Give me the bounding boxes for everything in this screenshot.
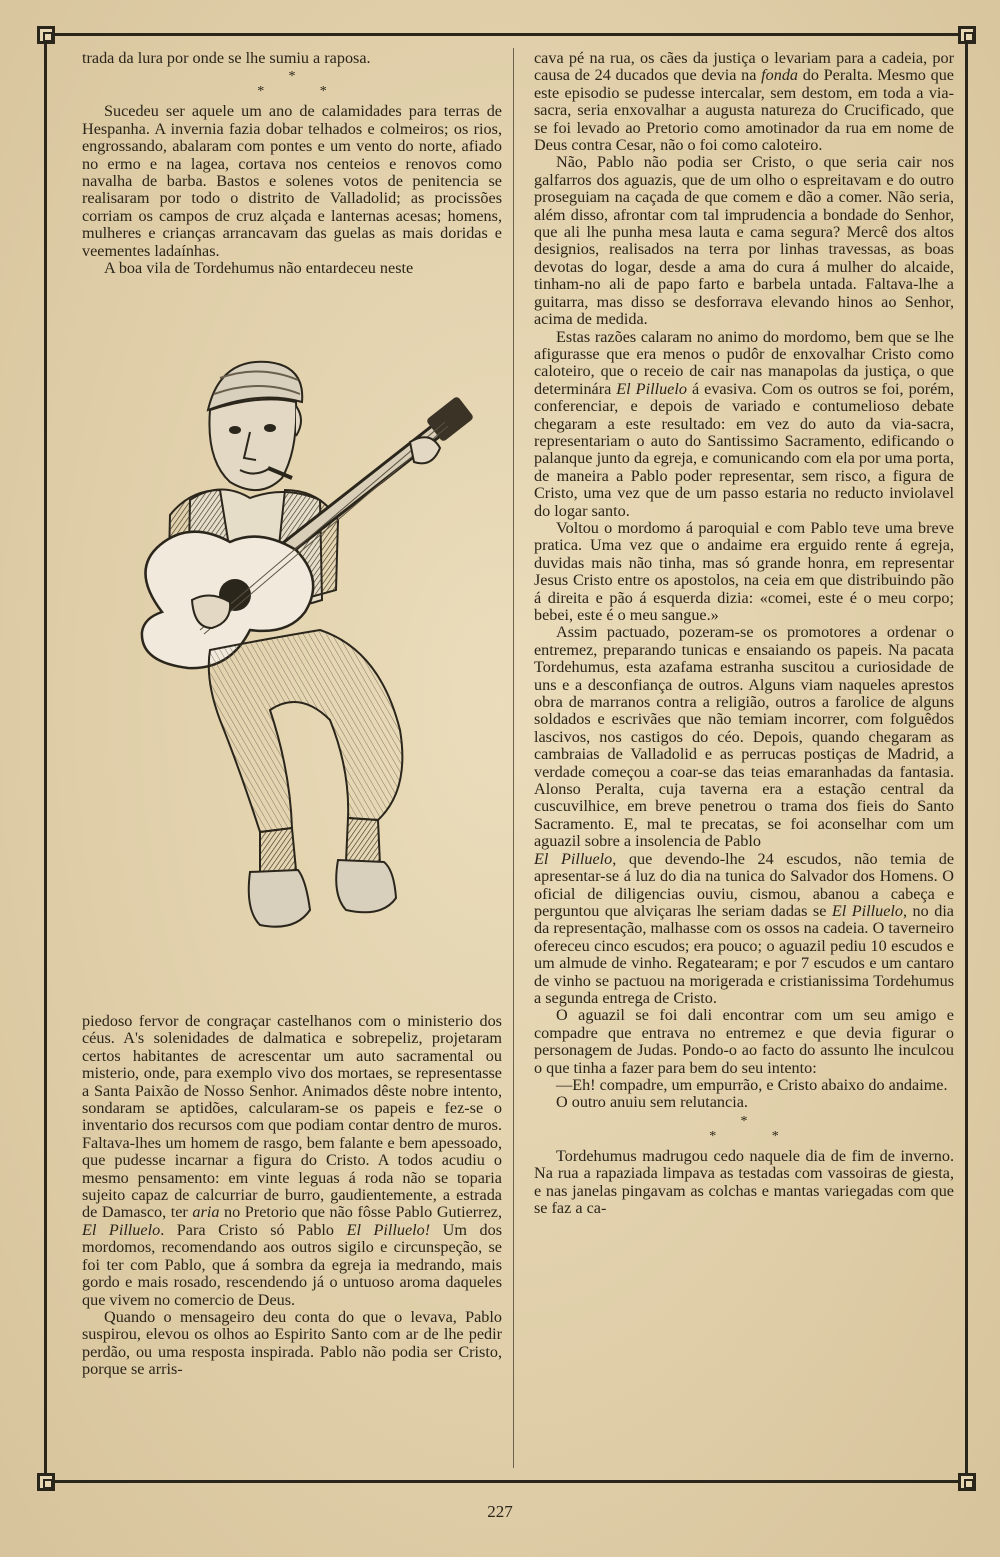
frame-top-rule: [44, 33, 968, 36]
paragraph-fragment: cava pé na rua, os cães da justiça o levariam para a cadeia, por causa de 24 ducados que devia na: [534, 49, 954, 85]
paragraph: A boa vila de Tordehumus não entardeceu neste: [104, 259, 414, 278]
column-divider: [513, 48, 514, 1468]
corner-ornament-bottom-left: [37, 1473, 55, 1491]
paragraph: Quando o mensageiro deu conta do que o levava, Pablo suspirou, elevou os olhos ao Espirito Santo com ar de lhe pedir perdão, ou uma resposta inspirada. Pablo não podia ser Cristo, porque se arris-: [82, 1307, 502, 1379]
paragraph: [534, 329, 954, 520]
paragraph: Sucedeu ser aquele um ano de calamidades para terras de Hespanha. A invernia fazia dobar telhados e colmeiros; os rios, engrossando, abalaram com pontes e um vento do norte, afiado no ermo e na lagea, cortava nos centeios e renovos como navalha de barba. Bastos e solenes votos de penitencia se realisaram por todo o distrito de Valladolid; as procissões corriam os campos de cruz alçada e lanternas acesas; homens, mulheres e crianças arrancavam das guelas as mais doridas e veementes ladaínhas.: [82, 102, 502, 260]
paragraph-fragment: no Pretorio que não fôsse Pablo Gutierrez,: [219, 1203, 502, 1222]
right-column-text: [534, 50, 954, 1217]
asterism-separator: [534, 1114, 954, 1144]
paragraph: [534, 851, 954, 1008]
italic-term: El Pilluelo: [616, 379, 687, 398]
italic-term: El Pilluelo: [831, 901, 904, 920]
paragraph: Voltou o mordomo á paroquial e com Pablo teve uma breve pratica. Uma vez que o andaime era erguido rente á egreja, duvidas mais não tinha, mas só grande honra, em representar Jesus Cristo entre os apostolos, na ceia em que distribuindo pão á direita e pão á esquerda dizia: «comei, este é o meu corpo; bebei, este é o meu sangue.»: [534, 518, 954, 624]
paragraph-fragment: piedoso fervor de congraçar castelhanos com o ministerio dos céus. A's solenidades de dalmatica e sobrepeliz, projetaram certos habitantes de acrescentar um auto sacramental ou misterio, onde, para exemplo vivo dos mortaes, se representasse a Santa Paixão de Nosso Senhor. Animados dêste nobre intento, sondaram se aptidões, calcularam-se os papeis e fez-se o inventario dos recursos com que podiam contar dentro de muros. Faltava-lhes um homem de rasgo, bem falante e bem apessoado, que pudesse incarnar a figura do Cristo. A todos acudiu o mesmo pensamento: em vinte leguas á roda não se toparia sujeito capaz de calcurriar de burro, gaudientemente, a estrada de Damasco, ter: [82, 1012, 502, 1222]
italic-term: aria: [192, 1203, 220, 1222]
frame-left-rule: [44, 33, 47, 1483]
head: [209, 399, 301, 490]
asterism-top: *: [288, 69, 296, 85]
paragraph: [534, 50, 954, 154]
paragraph: trada da lura por onde se lhe sumiu a raposa.: [82, 49, 371, 67]
asterism-bottom: * *: [709, 1128, 805, 1144]
left-column-bottom-text: [82, 1013, 502, 1379]
corner-ornament-top-left: [37, 26, 55, 44]
paragraph: O outro anuiu sem relutancia.: [556, 1093, 748, 1112]
paragraph: Assim pactuado, pozeram-se os promotores a ordenar o entremez, preparando tunicas e ensaiando os papeis. Na pacata Tordehumus, esta azafama estranha suscitou a curiosidade de uns e a desconfiança de outros. Alguns viam naqueles aprestos obra de marranos contra a religião, outros a farolice de alguns soldados e escrivães que não temiam incorrer, com folguêdos lascivos, nos castigos do céo. Depois, quando chegaram as cambraias de Valladolid e as perrucas postiças de Madrid, a verdade começou a coar-se das teias emaranhadas da fantasia. Alonso Peralta, cuja taverna era a estação central da cuscuvilhice, em breve penetrou o trama dos fieis do Santo Sacramento. E, mal te precatas, se foi aconselhar com um aguazil sobre a insolencia de Pablo: [534, 623, 954, 851]
paragraph-fragment: . Para Cristo só Pablo: [160, 1220, 347, 1239]
page-number: 227: [487, 1502, 513, 1521]
paragraph: —Eh! compadre, um empurrão, e Cristo abaixo do andaime.: [556, 1075, 948, 1094]
paragraph: Tordehumus madrugou cedo naquele dia de fim de inverno. Na rua a rapaziada limpava as testadas com vassoiras de giesta, e nas janelas pingavam as colchas e mantas variegadas com que se faz a ca-: [534, 1146, 954, 1217]
left-column-top-text: [82, 50, 502, 277]
paragraph: O aguazil se foi dali encontrar com um seu amigo e compadre que entrava no entremez e que devia figurar o personagem de Judas. Pondo-o ao facto do assunto lhe inculcou o que tinha a fazer para bem do seu intento:: [534, 1006, 954, 1077]
paragraph-fragment: , que devendo-lhe 24 escudos, não temia de apresentar-se á luz do dia na tunica do Salvador dos Homens. O oficial de diligencias ouviu, cismou, abanou a cabeça e perguntou que alviçaras lhe seriam dadas se: [534, 849, 955, 920]
italic-term: El Pilluelo: [534, 849, 613, 868]
paragraph: Não, Pablo não podia ser Cristo, o que seria cair nos galfarros dos aguazis, que de um olho o espreitavam e do outro proseguiam na caçada de que comem e dão a comer. Não seria, além disso, afrontar com tal imprudencia a bondade do Senhor, que ali lhe punha mesa lauta e cama segura? Mercê dos altos designios, realisados na terra por linhas travessas, as boas devotas do logar, desde a ama do cura á mulher do alcaide, tinham-no ali de papo farto e barbela untada. Faltava-lhe a guitarra, mas disso se desforrava elevando hinos ao Senhor, acima de medida.: [534, 153, 954, 329]
paragraph-fragment: Estas razões calaram no animo do mordomo, bem que se lhe afigurasse que era menos o pudôr de enxovalhar Cristo como caloteiro, que o receio de cair nas manapolas da justiça, o que determinára: [534, 327, 954, 398]
asterism-top: *: [740, 1113, 748, 1129]
paragraph-fragment: á evasiva. Com os outros se foi, porém, conferenciar, e depois de variado e contumelioso debate chegaram a este resultado: em vez do auto da via-sacra, representariam o auto do Santissimo Sacramento, edificando o palanque junto da egreja, e comunicando com ela por uma porta, de maneira a Pablo poder representar, sem risco, a figura de Cristo, uma vez que de um passo estaria no reducto inviolavel do logar santo.: [534, 379, 954, 520]
italic-term: fonda: [761, 66, 799, 85]
frame-right-rule: [965, 33, 968, 1483]
legs: [209, 630, 403, 874]
paragraph-fragment: Um dos mordomos, recomendando aos outros sigilo e circunspeção, se foi ter com Pablo, que á sombra da egreja ia medrando, mais gordo e mais rosado, rescendendo já o untuoso aroma daqueles que vivem no comercio de Deus.: [82, 1220, 502, 1309]
paragraph: [82, 1013, 502, 1309]
guitar-player-illustration: [110, 350, 500, 975]
frame-bottom-rule: [44, 1480, 968, 1483]
paragraph-fragment: do Peralta. Mesmo que este episodio se pudesse intercalar, sem destom, em toda a via-sacra, seria enxovalhar a augusta natureza do Crucificado, que se foi levado ao Pretorio como amotinador da rua em nome de Deus contra Cesar, não o foi como caloteiro.: [534, 66, 954, 155]
asterism-bottom: * *: [257, 84, 353, 100]
paragraph-fragment: , no dia da representação, malhasse com os ossos na cadeia. O taverneiro ofereceu cinco escudos; era pouco; o aguazil pediu 10 escudos e um almude de vinho. Regatearam; e por 7 escudos e um cantaro de vinho se pactuou na morigerada e cristianissima Tordehumus a segunda entrega de Cristo.: [534, 901, 954, 1007]
italic-term: El Pilluelo!: [346, 1220, 431, 1239]
corner-ornament-bottom-right: [958, 1473, 976, 1491]
italic-term: El Pilluelo: [82, 1220, 161, 1239]
asterism-separator: [82, 69, 502, 99]
corner-ornament-top-right: [958, 26, 976, 44]
